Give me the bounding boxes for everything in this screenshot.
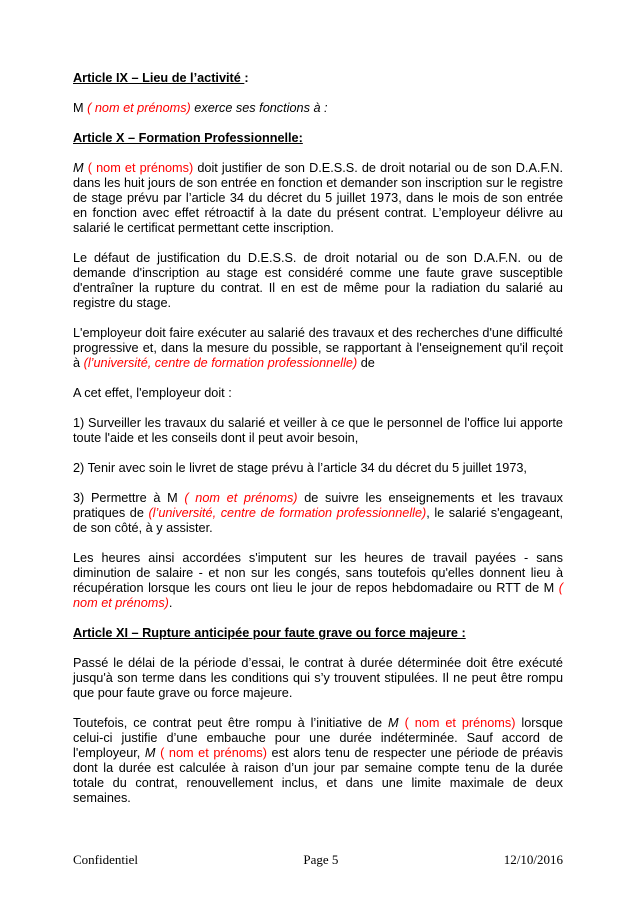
placeholder-text: ( nom et prénoms) (404, 716, 516, 730)
text-segment: M (73, 161, 88, 175)
article-xi-para-2 (73, 716, 563, 806)
article-x-para-1 (73, 161, 563, 236)
text-segment: Passé le délai de la période d’essai, le contrat à durée déterminée doit être exécuté jusqu'à son terme dans les conditions qui s’y trouvent stipulées. Il ne peut être rompu que pour faute grave ou force majeure. (73, 656, 563, 700)
text-segment: Toutefois, ce contrat peut être rompu à l’initiative de (73, 716, 389, 730)
text-segment: Article IX – Lieu de l’activité (73, 71, 245, 85)
article-x-list-item-1 (73, 416, 563, 446)
document-content (73, 71, 563, 821)
text-segment: est alors tenu de respecter une période de préavis dont la durée est calculée à raison d’un jour par semaine compte tenu de la durée totale du contrat, renouvellement inclus, et dans une limite maximale de deux semaines. (73, 746, 563, 805)
text-segment: 2) Tenir avec soin le livret de stage prévu à l’article 34 du décret du 5 juillet 1973, (73, 461, 527, 475)
placeholder-text: ( nom et prénoms) (87, 101, 191, 115)
footer-confidential-label: Confidentiel (73, 852, 138, 867)
placeholder-text: ( nom et prénoms) (87, 161, 194, 175)
text-segment: M (73, 101, 88, 115)
text-segment: Article X – Formation Professionnelle: (73, 131, 303, 145)
article-ix-body (73, 101, 563, 116)
article-x-list-item-2 (73, 461, 563, 476)
placeholder-text: (l’université, centre de formation professionnelle) (83, 356, 358, 370)
article-x-para-4 (73, 386, 563, 401)
article-ix-heading (73, 71, 563, 86)
page-footer (73, 852, 563, 867)
text-segment: Article XI – Rupture anticipée pour faute grave ou force majeure : (73, 626, 466, 640)
text-segment: A cet effet, l'employeur doit : (73, 386, 232, 400)
footer-date: 12/10/2016 (503, 852, 563, 867)
text-segment: doit justifier de son D.E.S.S. de droit notarial ou de son D.A.F.N. dans les huit jours de son entrée en fonction et demander son inscription sur le registre de stage prévu par l’article 34 du décret du 5 juillet 1973, dans le mois de son entrée en fonction avec effet rétroactif à la date du présent contrat. L’employeur délivre au salarié le certificat permettant cette inscription. (73, 161, 563, 235)
text-segment: de suivre les enseignements et les travaux pratiques de (73, 491, 563, 520)
placeholder-text: (l’université, centre de formation professionnelle) (148, 506, 427, 520)
article-xi-para-1 (73, 656, 563, 701)
text-segment: lorsque celui-ci justifie d’une embauche pour une durée indéterminée. Sauf accord de l'employeur, (73, 716, 563, 760)
placeholder-text: ( nom et prénoms) (184, 491, 298, 505)
article-xi-heading (73, 626, 563, 641)
text-segment: M (388, 716, 405, 730)
article-x-para-2 (73, 251, 563, 311)
text-segment: M (144, 746, 161, 760)
article-x-list-item-3 (73, 491, 563, 536)
article-x-para-5 (73, 551, 563, 611)
text-segment: 3) Permettre à M (73, 491, 185, 505)
text-segment: L'employeur doit faire exécuter au salarié des travaux et des recherches d'une difficulté progressive et, dans la mesure du possible, se rapportant à l'enseignement qu'il reçoit à (73, 326, 563, 370)
footer-page-number: Page 5 (303, 852, 339, 867)
text-segment: : (244, 71, 249, 85)
text-segment: . (168, 596, 173, 610)
article-x-para-3 (73, 326, 563, 371)
placeholder-text: ( nom et prénoms) (160, 746, 267, 760)
text-segment: exerce ses fonctions à : (190, 101, 328, 115)
text-segment: Les heures ainsi accordées s'imputent sur les heures de travail payées - sans diminution de salaire - et non sur les congés, sans toutefois qu'elles donnent lieu à récupération lorsque les cours ont lieu le jour de repos hebdomadaire ou RTT de M (73, 551, 563, 595)
placeholder-text: ( nom et prénoms) (73, 581, 563, 610)
article-x-heading (73, 131, 563, 146)
text-segment: Le défaut de justification du D.E.S.S. de droit notarial ou de son D.A.F.N. ou de demande d'inscription au stage est considéré comme une faute grave susceptible d'entraîner la rupture du contrat. Il en est de même pour la radiation du salarié au registre du stage. (73, 251, 563, 310)
text-segment: 1) Surveiller les travaux du salarié et veiller à ce que le personnel de l'office lui apporte toute l'aide et les conseils dont il peut avoir besoin, (73, 416, 563, 445)
text-segment: , le salarié s'engageant, de son côté, à y assister. (73, 506, 563, 535)
text-segment: de (357, 356, 375, 370)
